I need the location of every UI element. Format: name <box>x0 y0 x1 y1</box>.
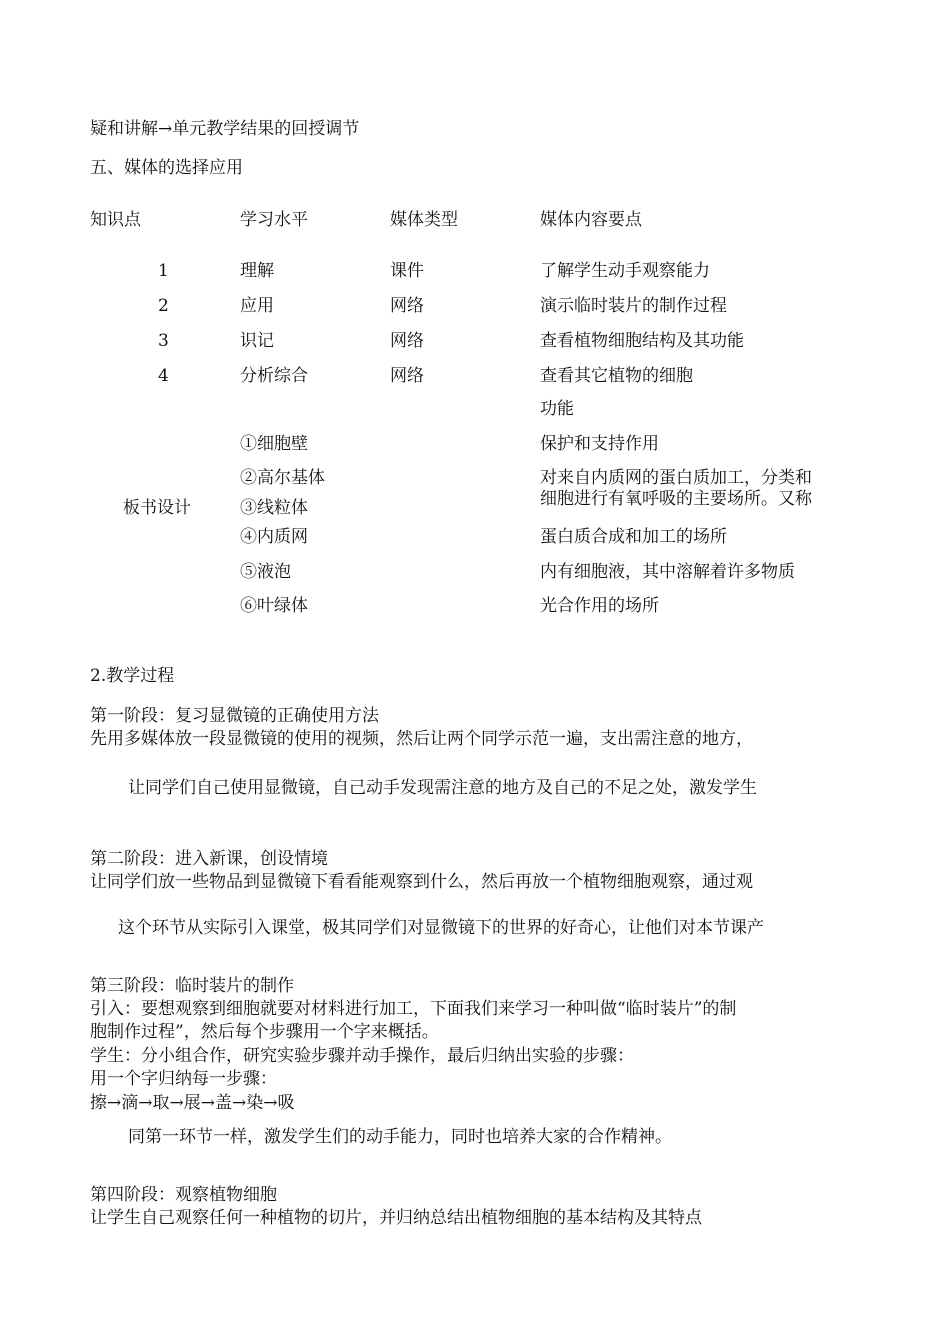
organelle-name: ①细胞壁 <box>240 434 308 454</box>
table-cell-num: 4 <box>158 366 169 386</box>
table-cell-content-continued: 功能 <box>540 399 574 419</box>
stage-title: 第二阶段：进入新课，创设情境 <box>90 849 328 869</box>
stage-paragraph: 同第一环节一样，激发学生们的动手能力，同时也培养大家的合作精神。 <box>128 1127 672 1147</box>
stage-text-clipped <box>90 1208 836 1228</box>
stage-text: 胞制作过程”，然后每个步骤用一个字来概括。 <box>90 1022 439 1042</box>
table-cell-content: 演示临时装片的制作过程 <box>540 296 727 316</box>
table-cell-type: 网络 <box>390 331 424 351</box>
stage-steps: 擦→滴→取→展→盖→染→吸 <box>90 1093 295 1113</box>
stage-text: 学生：分小组合作，研究实验步骤并动手操作，最后归纳出实验的步骤： <box>90 1046 634 1066</box>
table-cell-content: 查看植物细胞结构及其功能 <box>540 331 744 351</box>
stage-paragraph: 让同学们自己使用显微镜，自己动手发现需注意的地方及自己的不足之处，激发学生 <box>128 778 757 798</box>
table-cell-type: 课件 <box>390 261 424 281</box>
intro-line: 疑和讲解→单元教学结果的回授调节 <box>90 119 360 139</box>
section-title-media: 五、媒体的选择应用 <box>90 158 243 178</box>
stage-title: 第三阶段：临时装片的制作 <box>90 976 294 996</box>
table-cell-content: 了解学生动手观察能力 <box>540 261 710 281</box>
table-cell-level: 理解 <box>240 261 274 281</box>
table-cell-content: 查看其它植物的细胞 <box>540 366 693 386</box>
stage-title: 第一阶段：复习显微镜的正确使用方法 <box>90 706 379 726</box>
table-cell-num: 3 <box>158 331 169 351</box>
stage-text: 用一个字归纳每一步骤： <box>90 1069 277 1089</box>
table-cell-num: 2 <box>158 296 169 316</box>
stage-text: 让同学们放一些物品到显微镜下看看能观察到什么，然后再放一个植物细胞观察，通过观 <box>90 872 753 892</box>
table-header-knowledge: 知识点 <box>90 210 141 230</box>
organelle-function: 蛋白质合成和加工的场所 <box>540 527 727 547</box>
board-design-label: 板书设计 <box>123 498 191 518</box>
stage-title: 第四阶段：观察植物细胞 <box>90 1185 277 1205</box>
section-title-process: 2.教学过程 <box>90 666 175 686</box>
table-cell-num: 1 <box>158 261 169 281</box>
stage-text: 先用多媒体放一段显微镜的使用的视频，然后让两个同学示范一遍，支出需注意的地方， <box>90 729 753 749</box>
organelle-function: 对来自内质网的蛋白质加工，分类和 <box>540 468 812 488</box>
table-header-content: 媒体内容要点 <box>540 210 642 230</box>
organelle-function: 内有细胞液，其中溶解着许多物质 <box>540 562 795 582</box>
table-cell-type: 网络 <box>390 366 424 386</box>
organelle-name: ⑤液泡 <box>240 562 291 582</box>
organelle-name: ⑥叶绿体 <box>240 596 308 616</box>
table-cell-level: 应用 <box>240 296 274 316</box>
organelle-function: 光合作用的场所 <box>540 596 659 616</box>
table-header-level: 学习水平 <box>240 210 308 230</box>
stage-text: 引入：要想观察到细胞就要对材料进行加工，下面我们来学习一种叫做“临时装片”的制 <box>90 999 737 1019</box>
table-cell-type: 网络 <box>390 296 424 316</box>
table-header-media-type: 媒体类型 <box>390 210 458 230</box>
organelle-function: 保护和支持作用 <box>540 434 659 454</box>
table-cell-level: 分析综合 <box>240 366 308 386</box>
table-cell-level: 识记 <box>240 331 274 351</box>
organelle-function: 细胞进行有氧呼吸的主要场所。又称 <box>540 489 812 509</box>
organelle-name: ③线粒体 <box>240 498 308 518</box>
organelle-name: ④内质网 <box>240 527 308 547</box>
stage-text: 让学生自己观察任何一种植物的切片，并归纳总结出植物细胞的基本结构及其特点 <box>90 1208 702 1228</box>
organelle-name: ②高尔基体 <box>240 468 325 488</box>
organelle-function-clipped <box>540 489 836 509</box>
stage-paragraph: 这个环节从实际引入课堂，极其同学们对显微镜下的世界的好奇心，让他们对本节课产 <box>118 918 764 938</box>
